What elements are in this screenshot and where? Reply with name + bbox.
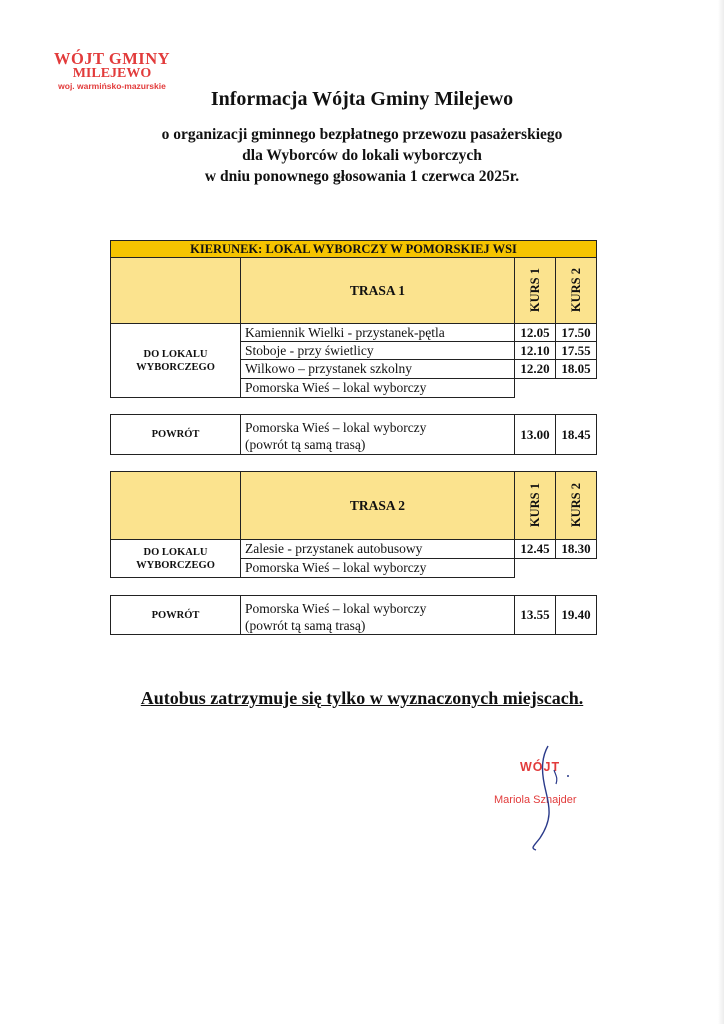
route1-course2-header bbox=[555, 257, 597, 324]
return-stop-note: (powrót tą samą trasą) bbox=[245, 437, 366, 452]
route2-stop-1-course2: 18.30 bbox=[555, 539, 597, 559]
route1-return-label: POWRÓT bbox=[110, 414, 241, 455]
signature-block bbox=[470, 740, 620, 860]
route1-header-blank bbox=[110, 257, 241, 324]
route2-title: TRASA 2 bbox=[240, 471, 515, 540]
stamp-line-2: MILEJEWO bbox=[72, 66, 152, 82]
handwritten-signature-icon bbox=[470, 740, 620, 860]
route1-stop-4: Pomorska Wieś – lokal wyborczy bbox=[240, 378, 515, 398]
to-station-text: DO LOKALU WYBORCZEGO bbox=[136, 348, 215, 373]
course1-label: KURS 1 bbox=[527, 268, 542, 313]
route1-stop-2-course2: 17.55 bbox=[555, 341, 597, 360]
stamp-line-3: woj. warmińsko-mazurskie bbox=[58, 81, 166, 91]
route1-stop-2-course1: 12.10 bbox=[514, 341, 556, 360]
route1-stop-3: Wilkowo – przystanek szkolny bbox=[240, 359, 515, 379]
route2-stop-1-course1: 12.45 bbox=[514, 539, 556, 559]
route2-return-label: POWRÓT bbox=[110, 595, 241, 635]
return-stop-note: (powrót tą samą trasą) bbox=[245, 618, 366, 633]
route1-stop-1-course2: 17.50 bbox=[555, 323, 597, 342]
route1-return-stop bbox=[240, 414, 515, 455]
signature-title: WÓJT bbox=[520, 760, 561, 774]
notice-text: Autobus zatrzymuje się tylko w wyznaczonych miejscach. bbox=[140, 688, 584, 708]
return-stop-name: Pomorska Wieś – lokal wyborczy bbox=[245, 601, 427, 616]
subtitle-line: dla Wyborców do lokali wyborczych bbox=[242, 147, 482, 164]
route1-title: TRASA 1 bbox=[240, 257, 515, 324]
route2-header-blank bbox=[110, 471, 241, 540]
direction-header: KIERUNEK: LOKAL WYBORCZY W POMORSKIEJ WSI bbox=[110, 240, 597, 258]
route2-return-stop bbox=[240, 595, 515, 635]
route1-stop-1-course1: 12.05 bbox=[514, 323, 556, 342]
signature-name: Mariola Sznajder bbox=[494, 794, 577, 806]
route1-stop-3-course2: 18.05 bbox=[555, 359, 597, 379]
page-title: Informacja Wójta Gminy Milejewo bbox=[210, 88, 514, 110]
route2-return-course2: 19.40 bbox=[555, 595, 597, 635]
route2-course2-header bbox=[555, 471, 597, 540]
route1-return-course2: 18.45 bbox=[555, 414, 597, 455]
route1-stop-3-course1: 12.20 bbox=[514, 359, 556, 379]
course2-label: KURS 2 bbox=[568, 483, 583, 528]
route2-stop-2: Pomorska Wieś – lokal wyborczy bbox=[240, 558, 515, 578]
stamp-line-1: WÓJT GMINY bbox=[53, 49, 171, 68]
route2-return-course1: 13.55 bbox=[514, 595, 556, 635]
route2-course1-header bbox=[514, 471, 556, 540]
route1-stop-2: Stoboje - przy świetlicy bbox=[240, 341, 515, 360]
route1-return-course1: 13.00 bbox=[514, 414, 556, 455]
course1-label: KURS 1 bbox=[527, 483, 542, 528]
route1-stop-1: Kamiennik Wielki - przystanek-pętla bbox=[240, 323, 515, 342]
page-subtitle bbox=[0, 124, 724, 187]
subtitle-line: w dniu ponownego głosowania 1 czerwca 2025r. bbox=[204, 168, 520, 185]
return-stop-name: Pomorska Wieś – lokal wyborczy bbox=[245, 420, 427, 435]
route1-to-station-label bbox=[110, 323, 241, 398]
route2-stop-1: Zalesie - przystanek autobusowy bbox=[240, 539, 515, 559]
course2-label: KURS 2 bbox=[568, 268, 583, 313]
official-stamp bbox=[46, 50, 178, 91]
route1-course1-header bbox=[514, 257, 556, 324]
to-station-text: DO LOKALU WYBORCZEGO bbox=[136, 546, 215, 571]
subtitle-line: o organizacji gminnego bezpłatnego przewozu pasażerskiego bbox=[161, 126, 563, 143]
route2-to-station-label bbox=[110, 539, 241, 578]
